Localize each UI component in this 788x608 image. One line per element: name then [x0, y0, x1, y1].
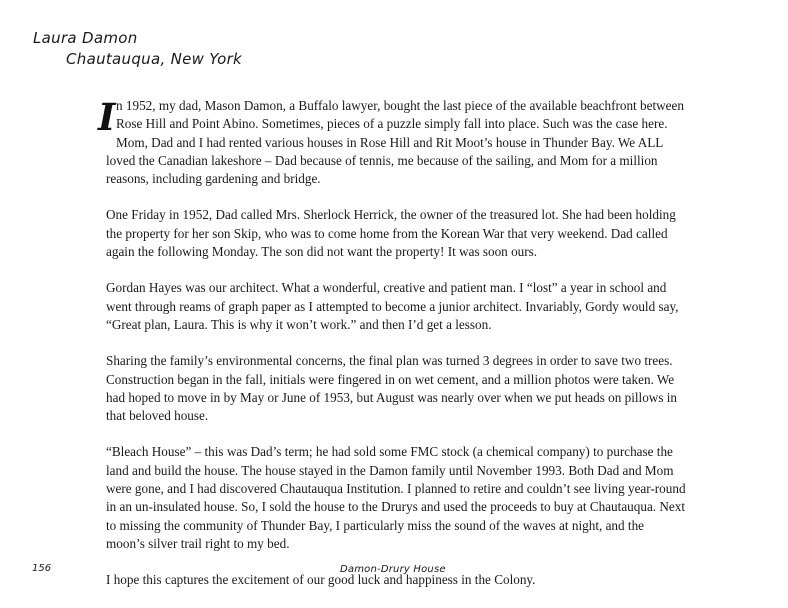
author-location: Chautauqua, New York [66, 50, 243, 68]
paragraph-5: “Bleach House” – this was Dad’s term; he had sold some FMC stock (a chemical company) to purchase the land and build the house. The house stayed in the Damon family until November 1993. Both Dad and Mom were gone, and I had discovered Chautauqua Institution. I planned to retire and couldn’t see living year-round in an un-insulated house. So, I sold the house to the Drurys and used the proceeds to buy at Chautauqua. Next to missing the community of Thunder Bay, I particularly miss the sound of the waves at night, and the moon’s silver trail right to my bed. [106, 444, 686, 551]
paragraph-6: I hope this captures the excitement of our good luck and happiness in the Colony. [106, 572, 536, 588]
page-number: 156 [32, 563, 52, 574]
paragraph-1-line-1: n 1952, my dad, Mason Damon, a Buffalo lawyer, bought the last piece of the available beachfront between [116, 98, 684, 113]
paragraph-2: One Friday in 1952, Dad called Mrs. Sherlock Herrick, the owner of the treasured lot. She had been holding the property for her son Skip, who was to come home from the Korean War that very weekend. Dad called again the following Monday. The son did not want the property! It was soon ours. [106, 207, 676, 260]
paragraph-1 [98, 95, 686, 188]
drop-cap: I [98, 95, 116, 139]
author-name: Laura Damon [33, 29, 138, 47]
article-body [98, 95, 686, 608]
footer-title: Damon-Drury House [340, 564, 446, 575]
paragraph-3: Gordan Hayes was our architect. What a wonderful, creative and patient man. I “lost” a year in school and went through reams of graph paper as I attempted to become a junior architect. Invariably, Gordy would say, “Great plan, Laura. This is why it won’t work.” and then I’d get a lesson. [106, 280, 679, 332]
paragraph-1-line-3: Mom, Dad and I had rented various houses in Rose Hill and Rit Moot’s house in Thunder Bay. We ALL [116, 134, 664, 150]
paragraph-1-rest: loved the Canadian lakeshore – Dad because of tennis, me because of the sailing, and Mom for a million reasons, including gardening and bridge. [106, 152, 658, 187]
paragraph-4: Sharing the family’s environmental concerns, the final plan was turned 3 degrees in order to save two trees. Construction began in the fall, initials were fingered in on wet cement, and a million photos were taken. We had hoped to move in by May or June of 1953, but August was nearly over when we put heads on pillows in that beloved house. [106, 353, 678, 424]
paragraph-1-line-2: Rose Hill and Point Abino. Sometimes, pieces of a puzzle simply fall into place. Such was the case here. [116, 116, 668, 132]
